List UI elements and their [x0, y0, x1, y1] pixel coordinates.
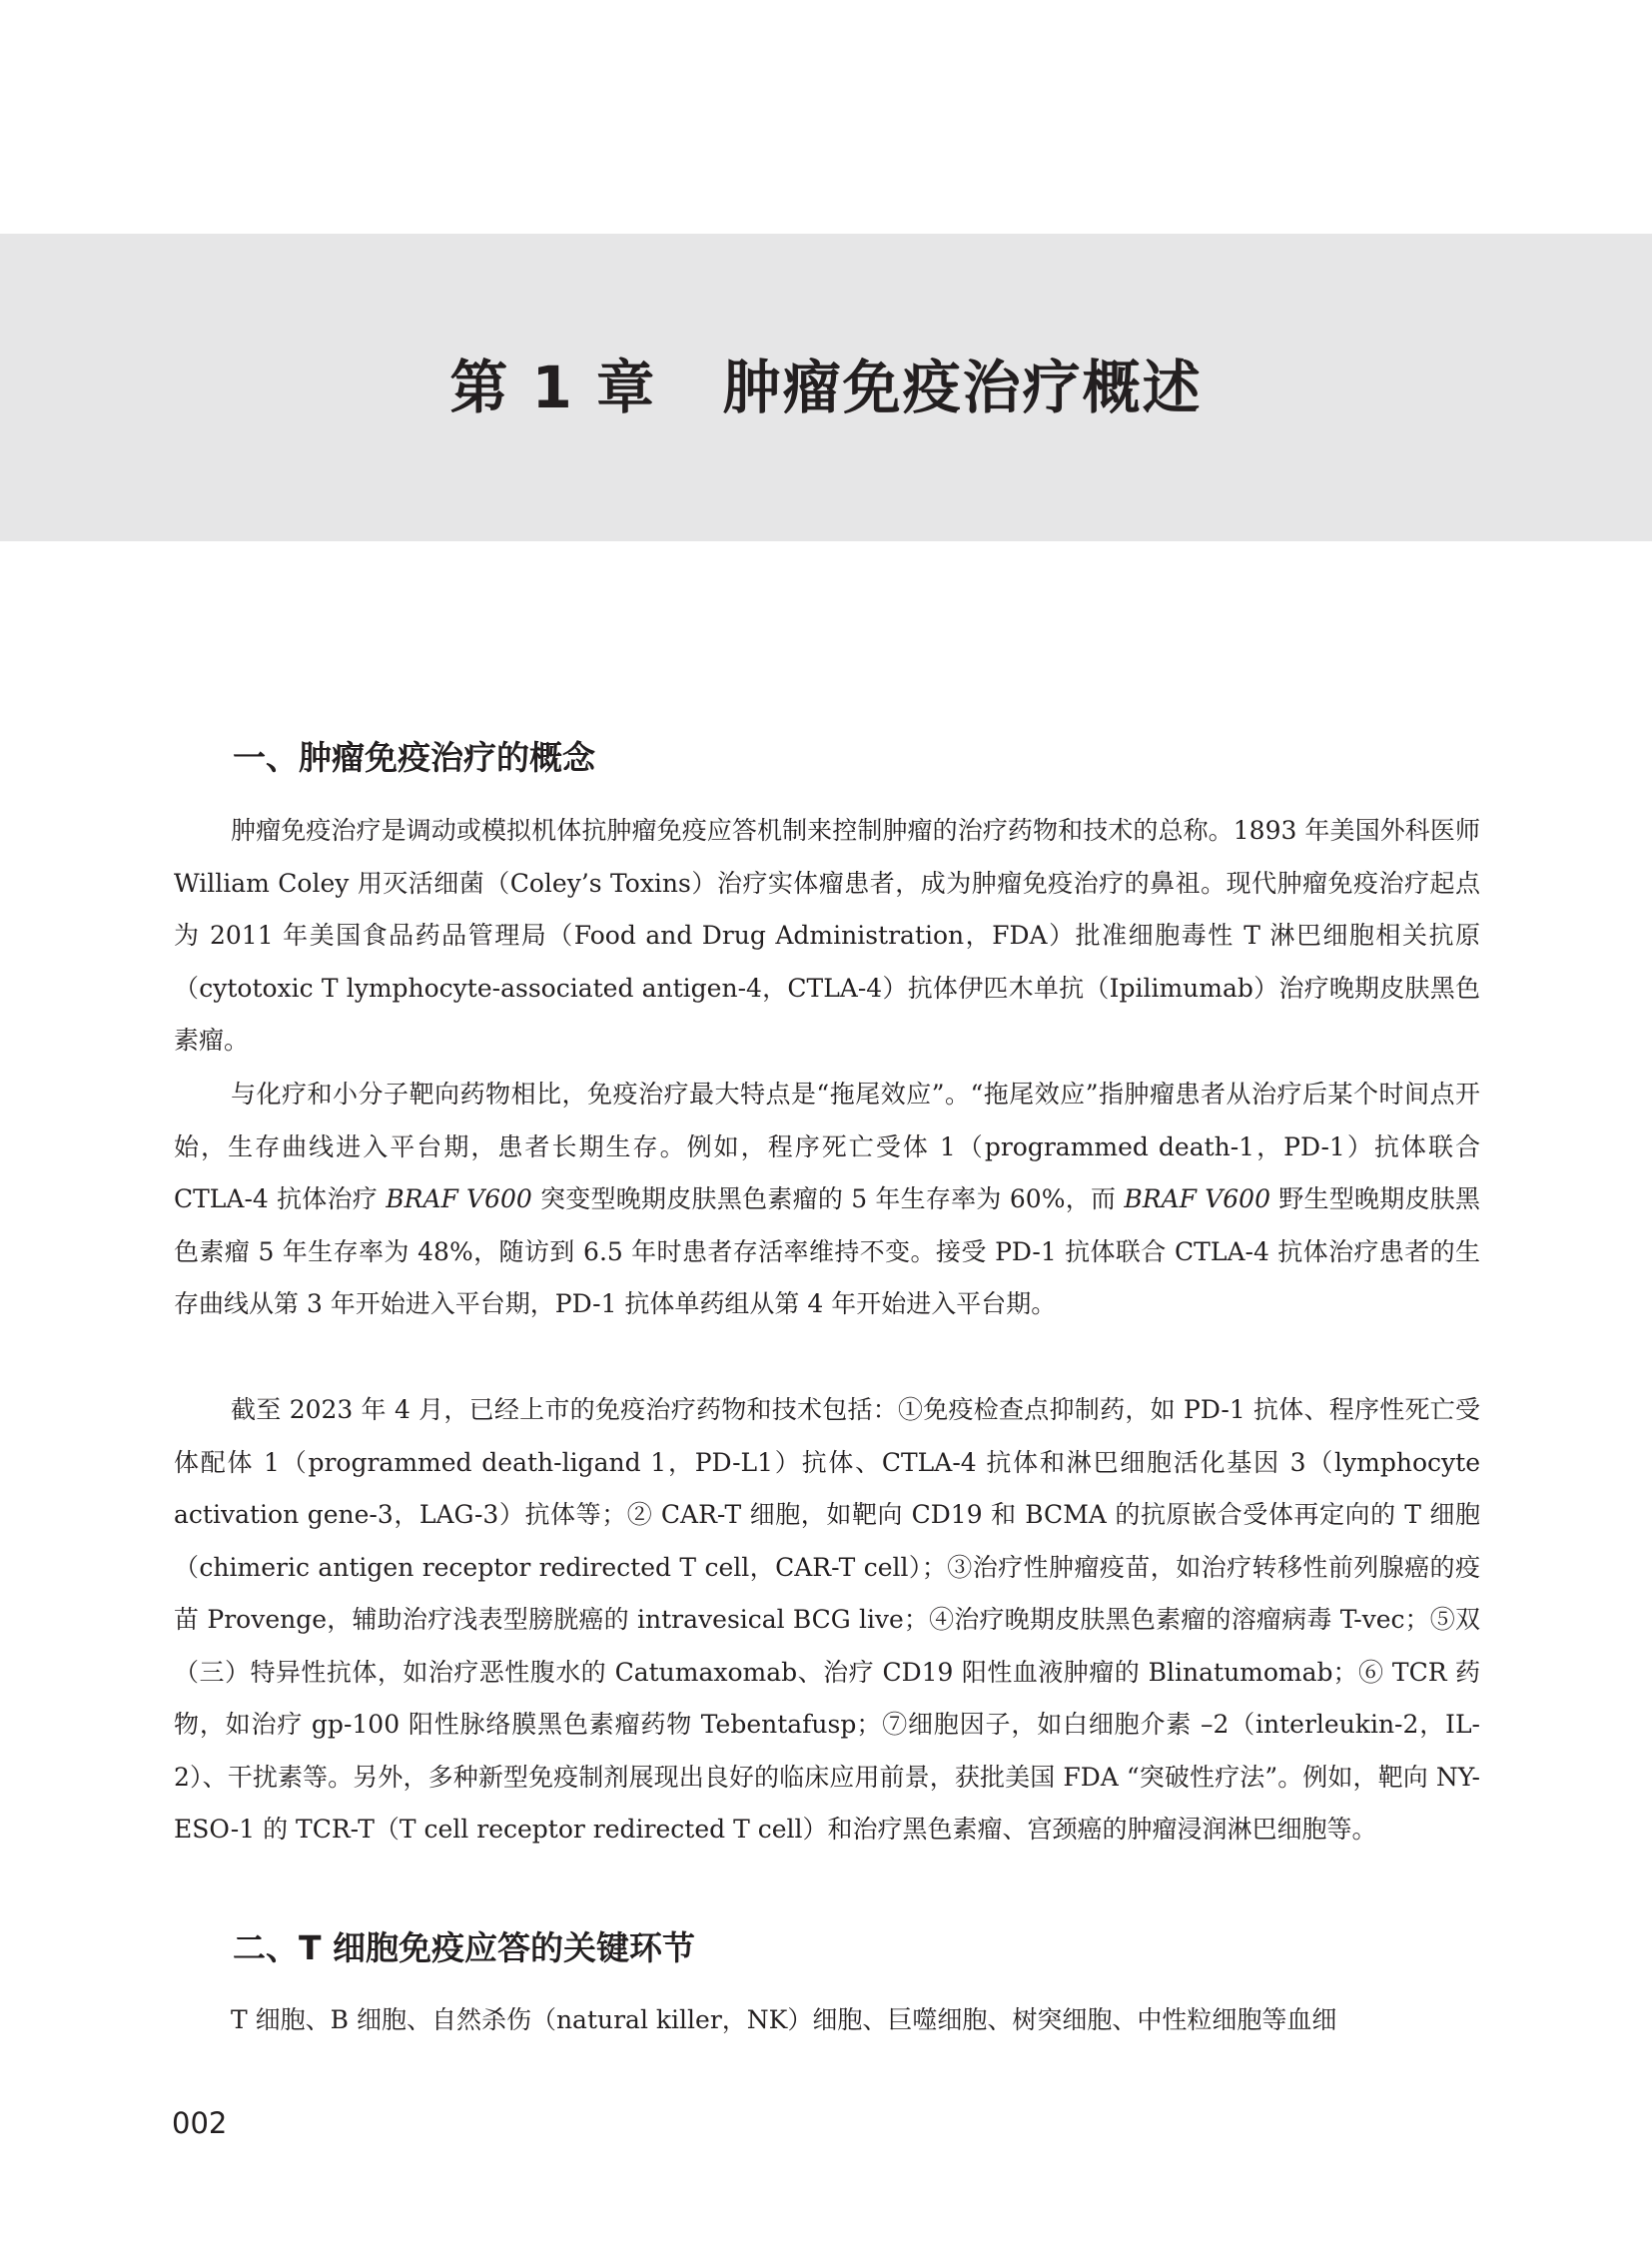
gene-name-italic: BRAF V600: [1124, 1184, 1270, 1213]
paragraph-concept-definition: [174, 805, 1480, 1068]
paragraph-approved-therapies: [174, 1384, 1480, 1857]
section-heading-1: 一、肿瘤免疫治疗的概念: [233, 738, 595, 777]
gene-name-italic: BRAF V600: [386, 1184, 532, 1213]
paragraph-text: T 细胞、B 细胞、自然杀伤（natural killer，NK）细胞、巨噬细胞、树突细胞、中性粒细胞等血细: [231, 2005, 1337, 2034]
paragraph-text: 野生型晚期皮肤黑色素瘤 5 年生存率为 48%，随访到 6.5 年时患者存活率维持不变。接受 PD-1 抗体联合 CTLA-4 抗体治疗患者的生存曲线从第 3 年开始进入平台期，PD-1 抗体单药组从第 4 年开始进入平台期。: [174, 1184, 1480, 1318]
paragraph-t-cell-intro: [174, 1994, 1480, 2047]
page-number: 002: [172, 2106, 228, 2140]
section-heading-2: 二、T 细胞免疫应答的关键环节: [233, 1928, 695, 1967]
chapter-title: 第 1 章 肿瘤免疫治疗概述: [449, 354, 1203, 421]
paragraph-text: 肿瘤免疫治疗是调动或模拟机体抗肿瘤免疫应答机制来控制肿瘤的治疗药物和技术的总称。1893 年美国外科医师 William Coley 用灭活细菌（Coley’s Toxins）治疗实体瘤患者，成为肿瘤免疫治疗的鼻祖。现代肿瘤免疫治疗起点为 2011 年美国食品药品管理局（Food and Drug Administration，FDA）批准细胞毒性 T 淋巴细胞相关抗原（cytotoxic T lymphocyte-associated antigen-4，CTLA-4）抗体伊匹木单抗（Ipilimumab）治疗晚期皮肤黑色素瘤。: [174, 816, 1480, 1055]
paragraph-text: 与化疗和小分子靶向药物相比，免疫治疗最大特点是“拖尾效应”。“拖尾效应”指肿瘤患者从治疗后某个时间点开始，生存曲线进入平台期，患者长期生存。例如，程序死亡受体 1（programmed death-1，PD-1）抗体联合 CTLA-4 抗体治疗: [174, 1080, 1480, 1213]
paragraph-text: 突变型晚期皮肤黑色素瘤的 5 年生存率为 60%，而: [531, 1184, 1125, 1213]
paragraph-text: 截至 2023 年 4 月，已经上市的免疫治疗药物和技术包括：①免疫检查点抑制药，如 PD-1 抗体、程序性死亡受体配体 1（programmed death-ligand 1，PD-L1）抗体、CTLA-4 抗体和淋巴细胞活化基因 3（lymphocyte activation gene-3，LAG-3）抗体等；② CAR-T 细胞，如靶向 CD19 和 BCMA 的抗原嵌合受体再定向的 T 细胞（chimeric antigen receptor redirected T cell，CAR-T cell）；③治疗性肿瘤疫苗，如治疗转移性前列腺癌的疫苗 Provenge，辅助治疗浅表型膀胱癌的 intravesical BCG live；④治疗晚期皮肤黑色素瘤的溶瘤病毒 T-vec；⑤双（三）特异性抗体，如治疗恶性腹水的 Catumaxomab、治疗 CD19 阳性血液肿瘤的 Blinatumomab；⑥ TCR 药物，如治疗 gp-100 阳性脉络膜黑色素瘤药物 Tebentafusp；⑦细胞因子，如白细胞介素 –2（interleukin-2，IL-2）、干扰素等。另外，多种新型免疫制剂展现出良好的临床应用前景，获批美国 FDA “突破性疗法”。例如，靶向 NY-ESO-1 的 TCR-T（T cell receptor redirected T cell）和治疗黑色素瘤、宫颈癌的肿瘤浸润淋巴细胞等。: [174, 1395, 1480, 1844]
paragraph-tail-effect: [174, 1069, 1480, 1331]
